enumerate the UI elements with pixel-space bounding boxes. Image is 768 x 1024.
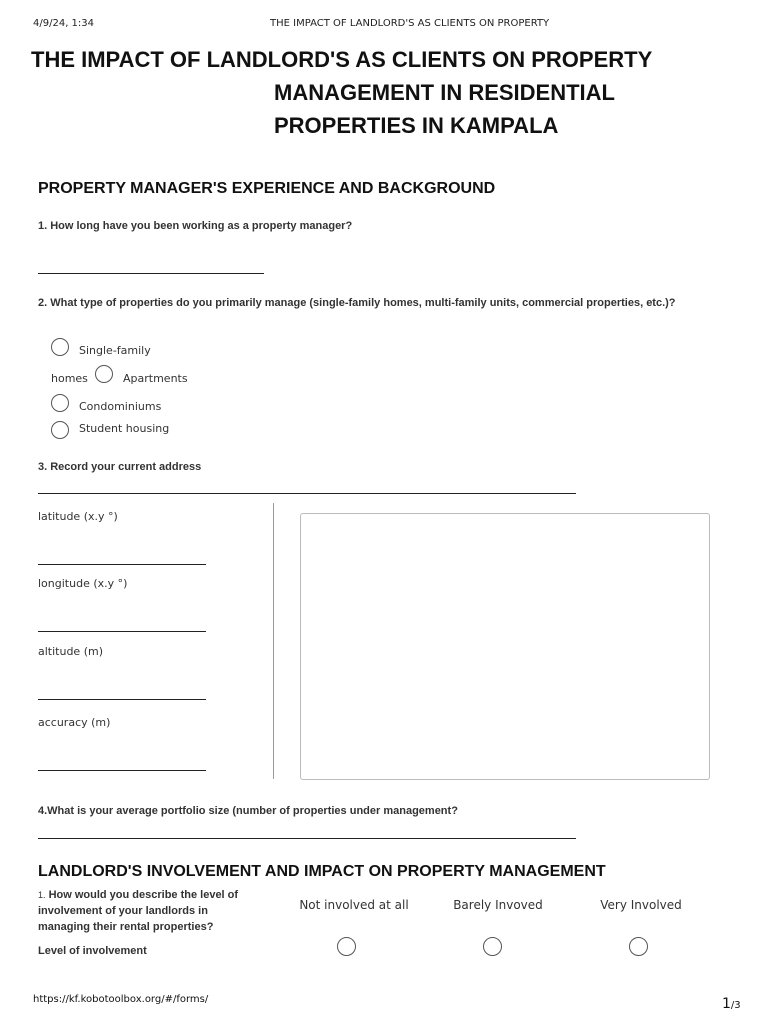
radio-student-housing[interactable] [51,421,69,439]
altitude-field[interactable] [38,699,206,700]
question-2-label: 2. What type of properties do you primarily manage (single-family homes, multi-family units, commercial properties, etc.)? [38,297,676,309]
option-label-student-housing: Student housing [79,422,170,435]
map-area[interactable] [300,513,710,780]
page-title-line-2: MANAGEMENT IN RESIDENTIAL [274,80,615,105]
radio-barely-involved[interactable] [483,937,502,956]
question-1-answer-field[interactable] [38,273,264,274]
latitude-label: latitude (x.y °) [38,510,118,523]
option-head-very-involved: Very Involved [600,898,682,912]
option-head-barely-involved: Barely Invoved [453,898,543,912]
option-label-homes: homes [51,372,88,385]
accuracy-label: accuracy (m) [38,716,111,729]
page-title-line-3: PROPERTIES IN KAMPALA [274,113,559,138]
altitude-label: altitude (m) [38,645,103,658]
longitude-field[interactable] [38,631,206,632]
geo-divider [273,503,274,779]
matrix-row-label: Level of involvement [38,945,147,957]
radio-very-involved[interactable] [629,937,648,956]
footer-url: https://kf.kobotoolbox.org/#/forms/ [33,994,209,1005]
question-3-answer-field[interactable] [38,493,576,494]
s2-question-1-text: How would you describe the level of involvement of your landlords in managing their rental properties? [38,889,239,933]
option-head-not-involved: Not involved at all [299,898,409,912]
page-number-current: 1 [722,996,731,1012]
print-datetime: 4/9/24, 1:34 [33,18,95,29]
page-number-total: /3 [730,1000,741,1011]
question-4-answer-field[interactable] [38,838,576,839]
option-label-single-family: Single-family [79,344,151,357]
radio-single-family-homes[interactable] [51,338,69,356]
radio-not-involved[interactable] [337,937,356,956]
latitude-field[interactable] [38,564,206,565]
s2-question-1-number: 1. [38,890,46,900]
radio-apartments[interactable] [95,365,113,383]
page-number [722,993,741,1012]
question-1-label: 1. How long have you been working as a property manager? [38,220,353,232]
section-heading-landlord-involvement: LANDLORD'S INVOLVEMENT AND IMPACT ON PROPERTY MANAGEMENT [38,863,606,880]
s2-question-1-label [38,887,250,935]
option-label-apartments: Apartments [123,372,188,385]
question-3-label: 3. Record your current address [38,461,202,473]
radio-condominiums[interactable] [51,394,69,412]
option-label-condominiums: Condominiums [79,400,162,413]
page-title-line-1: THE IMPACT OF LANDLORD'S AS CLIENTS ON PROPERTY [31,47,653,72]
question-4-label: 4.What is your average portfolio size (number of properties under management? [38,805,458,817]
accuracy-field[interactable] [38,770,206,771]
longitude-label: longitude (x.y °) [38,577,128,590]
print-doc-title: THE IMPACT OF LANDLORD'S AS CLIENTS ON PROPERTY [270,18,550,29]
section-heading-experience: PROPERTY MANAGER'S EXPERIENCE AND BACKGROUND [38,180,496,197]
